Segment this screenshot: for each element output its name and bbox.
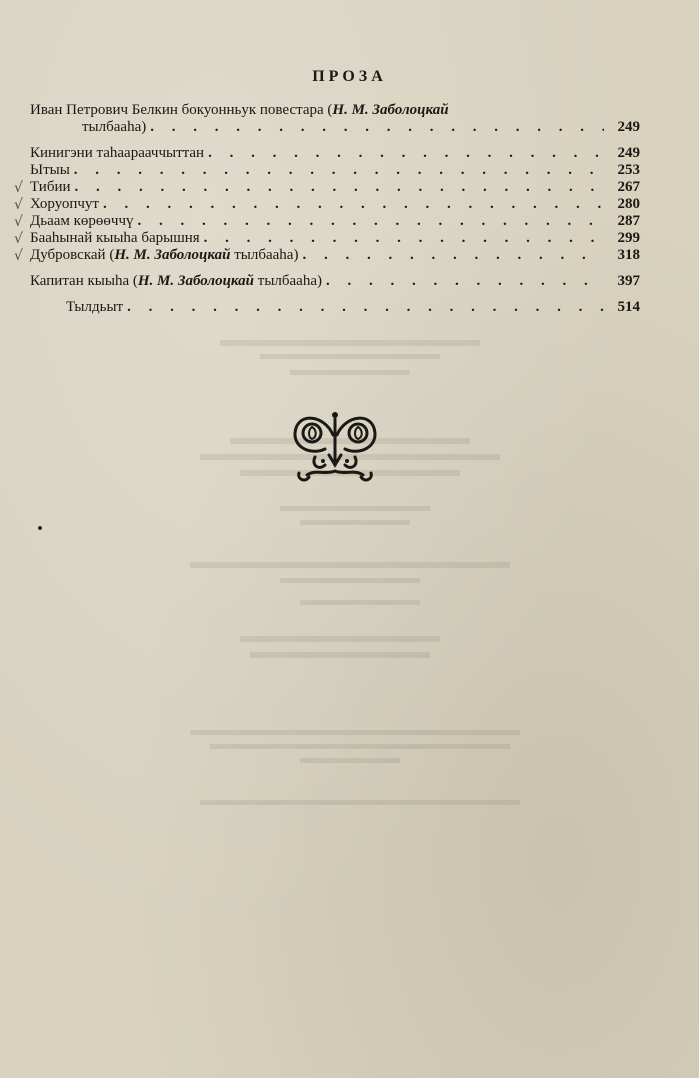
entry-title: Кинигэни таһаарааччыттан <box>30 145 205 161</box>
page-number: 299 <box>617 230 640 246</box>
entry-title: Бааһынай кыыһа барышня <box>30 230 200 246</box>
dot-leader <box>127 299 604 316</box>
check-mark-icon: √ <box>14 197 23 213</box>
entry-title-tail: тылбааһа) <box>257 273 322 289</box>
translator-name: Н. М. Заболоцкай <box>332 102 449 118</box>
toc-entry-shot[interactable] <box>30 162 640 179</box>
toc-entry-belkin[interactable] <box>30 102 640 136</box>
page-number: 267 <box>617 179 640 195</box>
toc-entry-blizzard[interactable] <box>14 179 640 196</box>
toc-entry-stationmaster[interactable] <box>14 213 640 230</box>
entry-title-main: Дубровскай ( <box>30 247 115 263</box>
page-number: 514 <box>617 299 640 315</box>
dot-leader <box>150 119 604 136</box>
check-mark-icon: √ <box>14 180 23 196</box>
dot-leader <box>204 230 604 247</box>
check-mark-icon: √ <box>14 248 23 264</box>
toc-entry-belkin-line1 <box>30 102 640 119</box>
toc-entry-captains-daughter[interactable] <box>30 273 640 290</box>
page-number: 287 <box>617 213 640 229</box>
page-number: 397 <box>617 273 640 289</box>
toc-entry-undertaker[interactable] <box>14 196 640 213</box>
entry-title-main: Капитан кыыһа ( <box>30 273 138 289</box>
table-of-contents <box>14 102 640 316</box>
dot-leader <box>302 247 604 264</box>
entry-title: Хоруопчут <box>30 196 99 212</box>
check-mark-icon: √ <box>14 231 23 247</box>
toc-entry-dubrovsky[interactable] <box>14 247 640 264</box>
entry-title <box>30 247 298 264</box>
dot-leader <box>75 179 604 196</box>
translator-name: Н. М. Заболоцкай <box>137 273 255 289</box>
entry-title <box>30 273 322 290</box>
entry-title: Дьаам көрөөччү <box>30 213 134 229</box>
check-mark-icon: √ <box>14 214 23 230</box>
bleed-through-texture <box>190 330 520 814</box>
toc-entry-foreword[interactable] <box>30 145 640 162</box>
entry-title-tail: тылбааһа) <box>234 247 299 263</box>
dot-leader <box>208 145 604 162</box>
entry-title: Иван Петрович Белкин бокуонньук повестара ( <box>30 102 333 118</box>
translator-name: Н. М. Заболоцкай <box>114 247 231 263</box>
section-title: ПРОЗА <box>312 68 387 85</box>
page-number: 249 <box>617 119 640 135</box>
toc-entry-glossary[interactable] <box>30 299 640 316</box>
page-number: 280 <box>617 196 640 212</box>
page-number: 318 <box>617 247 640 263</box>
ink-speck <box>38 526 42 530</box>
dot-leader <box>138 213 604 230</box>
entry-title: Тылдьыт <box>66 299 124 315</box>
dot-leader <box>103 196 604 213</box>
toc-entry-peasant-lady[interactable] <box>14 230 640 247</box>
printers-ornament-icon <box>285 405 385 485</box>
entry-title-continued: тылбааһа) <box>82 119 147 135</box>
dot-leader <box>74 162 604 179</box>
page-number: 249 <box>617 145 640 161</box>
dot-leader <box>326 273 604 290</box>
page-number: 253 <box>617 162 640 178</box>
entry-title: Ытыы <box>30 162 70 178</box>
entry-title: Тибии <box>30 179 71 195</box>
